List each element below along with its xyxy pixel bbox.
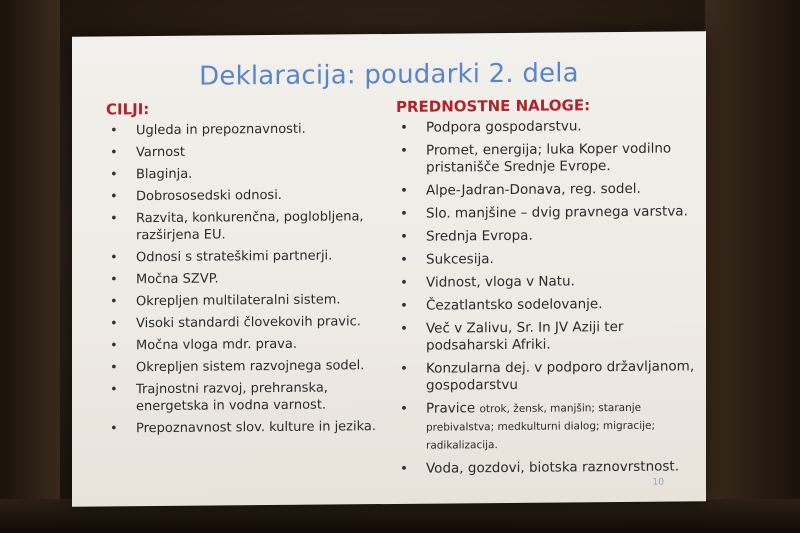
goal-item: • Razvita, konkurenčna, poglobljena, razširjena EU. [106, 208, 396, 245]
goal-item: • Blaginja. [106, 164, 396, 184]
priority-item: • Čezatlantsko sodelovanje. [396, 295, 696, 315]
priority-item: • Slo. manjšine – dvig pravnega varstva. [396, 203, 696, 223]
right-wall [705, 0, 800, 533]
slide-page-number: 10 [652, 477, 664, 488]
goal-item: • Visoki standardi človekovih pravic. [106, 313, 396, 333]
goals-column [106, 98, 396, 443]
priority-item: • Promet, energija; luka Koper vodilno pristanišče Srednje Evrope. [396, 140, 696, 177]
priority-item: • Vidnost, vloga v Natu. [396, 272, 696, 292]
left-wall [0, 0, 60, 533]
goal-item: • Okrepljen multilateralni sistem. [106, 291, 396, 311]
slide-title: Deklaracija: poudarki 2. dela [199, 58, 579, 92]
goal-item: • Močna vloga mdr. prava. [106, 335, 396, 355]
goal-item: • Odnosi s strateškimi partnerji. [106, 247, 396, 267]
pravice-lead: Pravice [426, 400, 476, 417]
pravice-details: otrok, žensk, manjšin; staranje prebivalstva; medkulturni dialog; migracije; radikalizacija. [426, 401, 656, 452]
priorities-heading: PREDNOSTNE NALOGE: [396, 96, 591, 116]
goal-item: • Varnost [106, 142, 396, 162]
priority-item: • Voda, gozdovi, biotska raznovrstnost. [396, 458, 696, 478]
priority-item: • Sukcesija. [396, 249, 696, 269]
goal-item: • Trajnostni razvoj, prehranska, energetska in vodna varnost. [106, 379, 396, 416]
priority-item: • Podpora gospodarstvu. [396, 117, 696, 137]
goal-item: • Ugleda in prepoznavnosti. [106, 120, 396, 140]
goal-item: • Dobrososedski odnosi. [106, 186, 396, 206]
priorities-list [396, 117, 696, 478]
projection-screen [72, 31, 706, 507]
priority-item: • Srednja Evropa. [396, 226, 696, 246]
goal-item: • Močna SZVP. [106, 269, 396, 289]
goal-item: • Okrepljen sistem razvojnega sodel. [106, 357, 396, 377]
priority-item: • Alpe-Jadran-Donava, reg. sodel. [396, 180, 696, 200]
priorities-column [396, 95, 696, 484]
goal-item: • Prepoznavnost slov. kulture in jezika. [106, 418, 396, 438]
goals-list [106, 120, 396, 438]
priority-item-pravice [396, 398, 696, 455]
priority-item: • Več v Zalivu, Sr. In JV Aziji ter podsaharski Afriki. [396, 318, 696, 355]
priority-item: • Konzularna dej. v podporo državljanom, gospodarstvu [396, 358, 696, 395]
goals-heading: CILJI: [106, 100, 150, 119]
